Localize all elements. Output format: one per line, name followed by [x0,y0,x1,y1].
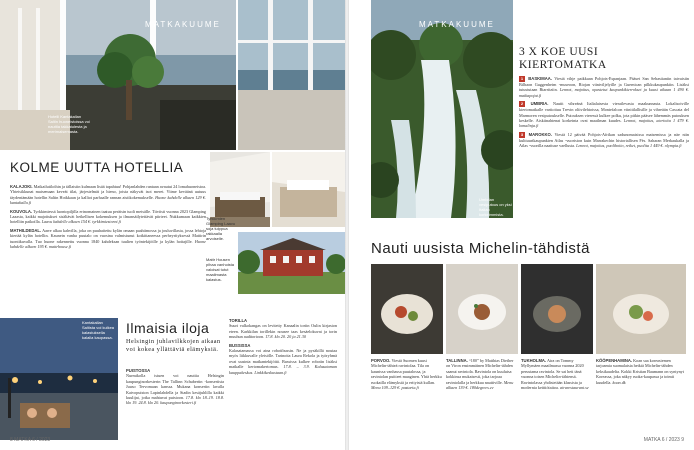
manor-house-illustration [238,232,345,294]
tukholma-dish-illustration [521,264,593,354]
glamping-interior-illustration [272,152,345,227]
restaurant-text-kopenhamina: KÖÖPENHAMINA. Koan saa koreasiemen tarjoamia suomalaisia hetkiä Michelin-tähden keksikaudelta. Kokki Kristian Baumann on syntynyt Koreassa, joka näkyy ruoka-kaupassa ja toimii kuudella. koan.dk [596,358,684,385]
left-page [0,0,345,450]
events-subhead: Helsingin juhlavilkkojen aikaan voi kokea yllättäviä elämyksiä. [126,338,221,353]
restaurant-photo-kööpenhamina [596,264,686,354]
restaurant-photo-tukholma [521,264,593,354]
tallinna-dish-illustration [446,264,518,354]
tour-item-marokko: 3 MAROKKO. Viestä 12 päivää Pohjois-Afrikan sadunomaisissa maisemissa ja näe niin kulttuurikaupunkien Atlas -vuoriston kuin Marrakechin historiallisen Fès. Saharan Merkaukalla ja Atlas -vuorilla naattuse vaellusta. Lennot, majoitus, puolihoito, retket, puolita 1 449 €. olympia.fi [519,131,689,149]
restaurant-photo-porvoo [371,264,443,354]
tour-item-baskimaa: 1 BASKIMAA. Viestä vihje paikkaan Pohjois-Espanjaan. Pääset San Sebastianiin taivaisiin Bilbaon Guggenheim -museoon, Riojan viiniviljelyille ja Guernican pilkkukaupunkiin. Lisäksi tutustutaan Biarritziin. Lennot, majoitus, opastetut kaupunkikierrokset ja kuusi aikaan 1 490 €. matkapojat.fi [519,76,690,98]
manor-caption: Mattr Housen pihaa vanhoista valoisat tutut maailmasta kalastus. [206,257,235,282]
glamping-caption: Tyrkkimien Glamping Laavu soja tuippua rakkaalla arvoiselle. [206,216,236,241]
right-page [349,0,694,450]
manor-house-photo [238,232,345,294]
restaurant-text-tukholma: TUKHOLMA. Aira on Tommy Myllymäen maailmassa vuonna 2020 perustama ravintola. Se sai heti tänä vuonna toisen Michelin-tähtensä. Ravintolassa yhdistetään klassista ja modernia keittiötaitoa. airarestaurant.se [521,358,589,391]
top-right-photo-sea-view [238,0,345,150]
kopenhamina-dish-illustration [596,264,686,354]
left-section-tag: MATKAKUUME [145,20,221,29]
left-folio: 8 MATKA 6 / 2023 [10,437,51,443]
events-headline: Ilmaisia iloja [126,320,210,336]
right-section-tag: MATKAKUUME [419,20,495,29]
sea-view-illustration [238,0,345,150]
event-item-bus: BUSSISSA Kalasatamassa voi aina robotibussin. Ne ja pysäkillä noutaa myös liikkuvalle yleisölle. Tarinoita Laura Rekola ja työryhmä ovat uusinta matkantekijöitä. Bussissa kulkee robotin lisäksi matkalle kertomakertomus. 17.8. – 3.9. Kalasataman kauppakeskus. Linkkikeskustaan.fi [229,342,337,375]
waterfall-photo [371,0,513,218]
harbour-caption: Kantakallan Saltista voi kulkea kalastuksella kalalla kaupassa. [82,320,115,340]
waterfall-illustration [371,0,513,218]
tour-number-badge: 1 [520,76,524,81]
hero-caption: Hotelli Kantakallan Saltin huoneistoissa voi nauttia takkatulesta ja merimaisemasta. [48,114,90,134]
left-headline: KOLME UUTTA HOTELLIA [10,160,184,175]
restaurant-text-porvoo: PORVOO. Viestä Suomen kuusi Michelin-tähteä ravintolaa. Tila on kaunissa vanhassa puutalossa, ja ravintolan puitteet maaginen. Yhtä herkku ruokailla elämyksiä ja erityistä kullan. Menu 109–129 €. pastaria.fi [371,358,442,391]
event-item-park: PUISTOSSA Nurmikolla istuen voi nauttia Helsingin kaupunginorkesterin The Tallinn Schubertin -konsertista Juuso Tervomaan kanssa. Mukana konsertin lavalla Kaivopuiston Lapinlahdella ja Stadin kesäjuhlilla kaikki kuulijat, jotka mahtuvat puistoon. 17.8. klo 18–19. 18.8. klo 19. 24.8. klo 20. kaupunginorkesteri.fi [126,368,224,406]
michelin-headline: Nauti uusista Michelin-tähdistä [371,240,590,257]
events-col-2 [229,318,337,378]
tours-text-column [519,76,689,152]
hotel-item-kouvola: KOUVOLA. Tyrkkimiessä luontopiljilla erinomainen taatuu peräisin tuoli metsälle. Tiiviisti vuonna 2023 Glamping Laaasta, kaikki majoitukset sisältävät hetkellisen kokemuksen ja ilmansäilytettävät piirteet. Nukkumaan kaikkien hotelliin paikoilla. Laavu kahdelle alkaen 154 €. tyrkkimiestorni.fi [10,208,206,225]
hotel-item-mathildedal: MATHILDEDAL. Aarre alkaa kahvilla, joka on puuhaitettu kylän omaan paahtimossa ja jouluvillasta, jossa lehtoja kiertää kylän hotellin. Kaunein vanha puutalo on vuosina valmistunut kotkittaneessa perheyrityksessä Mattirin tuontikuvalla. Tuo huone rakennettu vuonna 1840 kahdeksan tuulien työntekijöille ja kylän hoitajille. Huone kahdelle alkaen 195 €. mattrhouse.fi [10,227,207,250]
tour-item-umbria: 2 UMBRIA. Nautit vihreänä Italialaisesta vierailevasta maakunnasta. Lokalisoiville kiertomatkalle vartioituu Trevin oliivilehtoissa, Montefalcon viinitilallisille ja vihreään Cascata del Marmoren vesiputoukselle. Putouksen vieressä kulkee polku, jota pitkin pääsee lähemmäs putouksen keskelle. Aiskiinahtenat korkeinta ovat maailman kuudes. Lennot, majoitus, aterioita 1 479 €. lomalinja.fi [519,101,690,129]
restaurant-photo-tallinna [446,264,518,354]
right-folio: MATKA 6 / 2023 9 [643,437,684,443]
event-item-square: TORILLA Suuri valkokangas on levitetty Kanaalin toriin Oulin kirjaston eteen. Karkkilan torillekin nousee taas kesäelokuvat ja torin muuhun auditorioon. 17.8. klo 20. 20 ja 21.30 [229,318,337,340]
waterfall-caption: Umbrian vesiputous on yksi Italian korkeimmista. [479,197,512,217]
glamping-photo-2 [272,152,345,227]
restaurant-text-tallinna: TALLINNA. “180” by Matthias Diether on Viron ensimmäinen Michelin-tähden saanut ravintola. Ravintola on kuuluisa kokkinsa mukaisesti, joka tarjoaa ravintolalla ja herkkua nauttiville. Menu alkaen 139 €. 180degrees.ee [446,358,514,391]
hotels-text-column [10,184,206,252]
tour-number-badge: 3 [520,131,524,137]
events-col-1 [126,368,224,409]
porvoo-dish-illustration [371,264,443,354]
tour-number-badge: 2 [520,101,524,107]
tours-headline: 3 X KOE UUSI KIERTOMATKA [519,46,607,71]
hotel-item-kalajoki: KALAJOKI. Matkailutiloihin ja tällaisiin kulmaan lisää tapahtuu! Pohjanlahden rantaan avautui 24 lomahuoneistoa. Yhteisikkunat maisemaan keveät tilat, järjestelmät ja hieno, joista näkyvät isot meret. Viime keväänä uutuus täydentämään hotellin Saltin Hotkkaan ja kalliot parhaalle rannan aistikokemukselle. Huone kahdelle alkaen 129 €. kantakalla.fi [10,184,207,206]
